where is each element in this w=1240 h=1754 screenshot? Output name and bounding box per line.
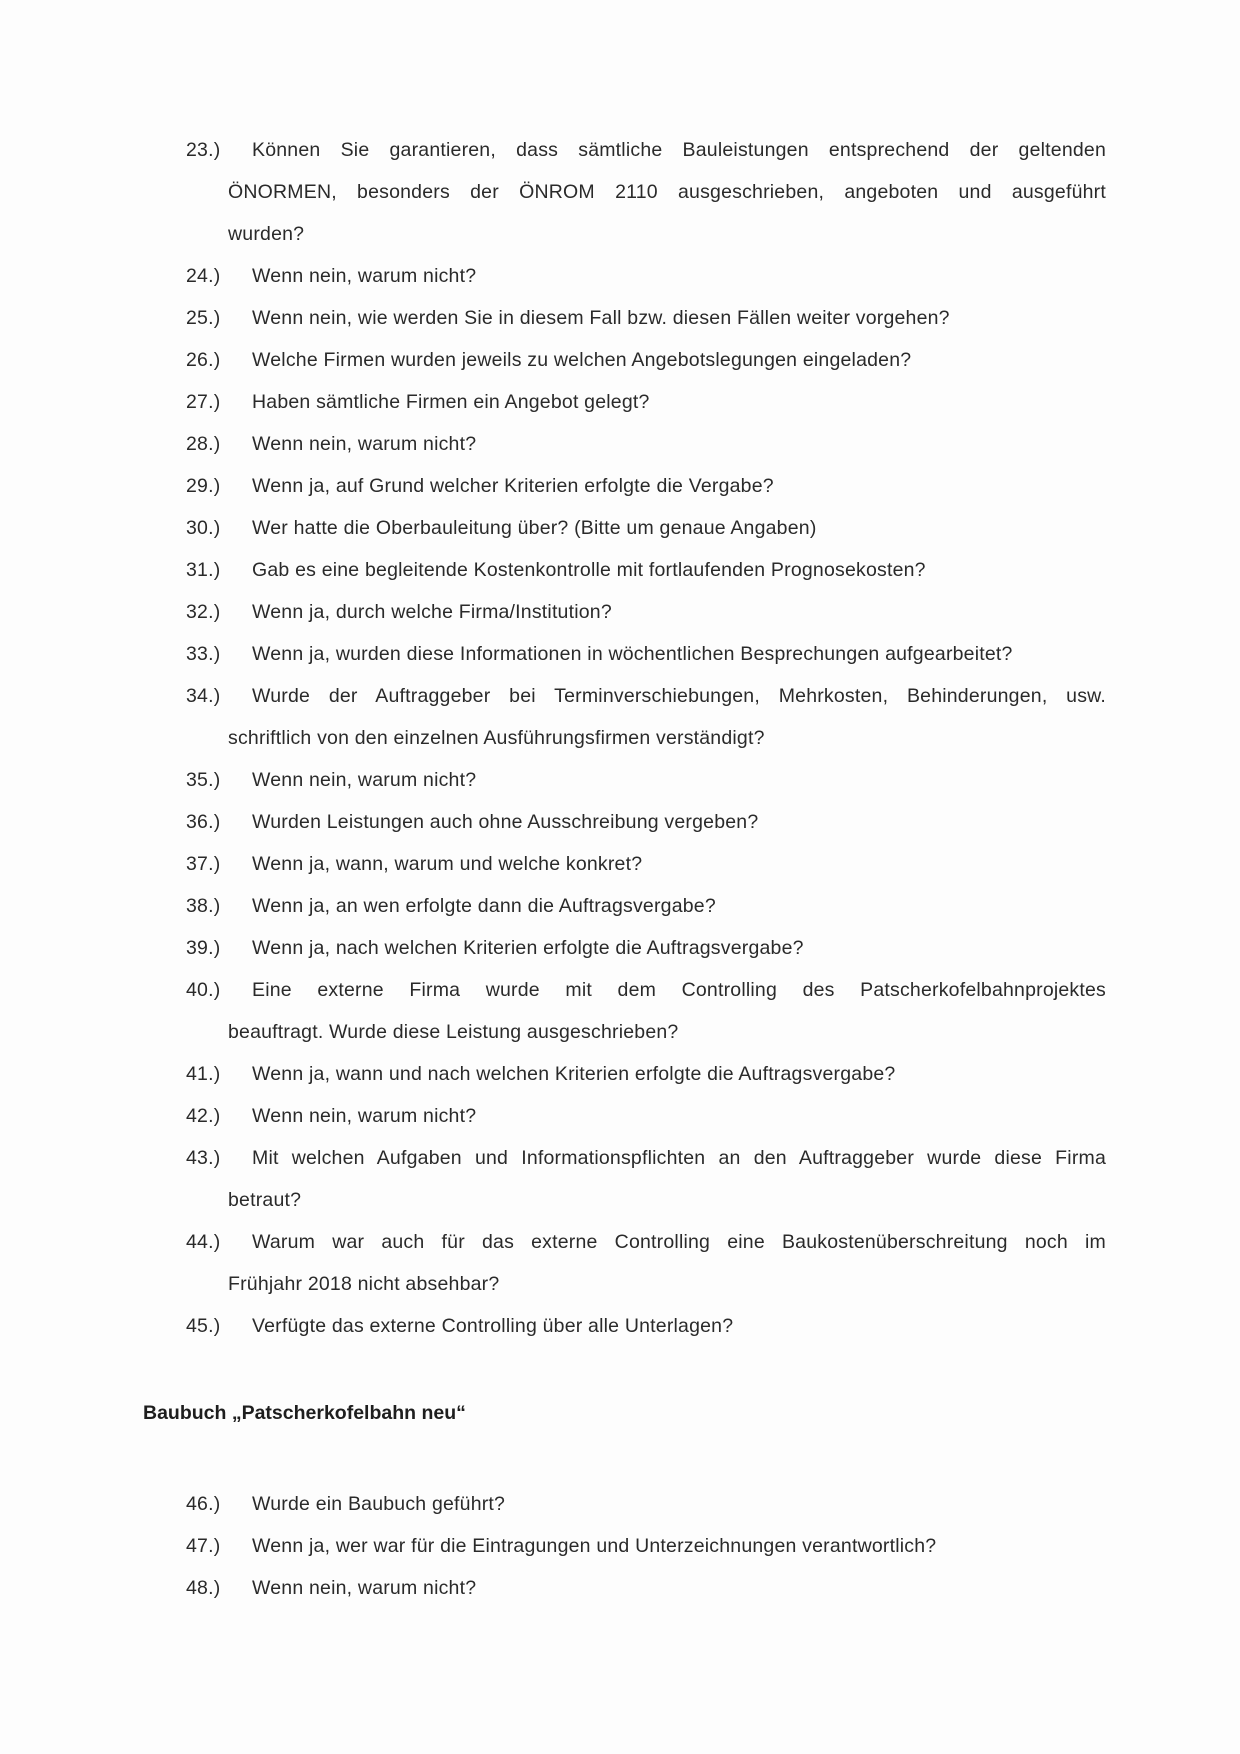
question-text: Wenn ja, durch welche Firma/Institution? bbox=[252, 601, 612, 623]
question-number: 29.) bbox=[186, 475, 221, 497]
question-45 bbox=[186, 1305, 1106, 1347]
question-text: Welche Firmen wurden jeweils zu welchen Angebotslegungen eingeladen? bbox=[252, 349, 912, 371]
question-33 bbox=[186, 633, 1106, 675]
question-23 bbox=[186, 129, 1106, 255]
question-27 bbox=[186, 381, 1106, 423]
question-text: Mit welchen Aufgaben und Informationspflichten an den Auftraggeber wurde diese Firma bbox=[252, 1147, 1106, 1169]
question-number: 44.) bbox=[186, 1231, 221, 1253]
question-text: Haben sämtliche Firmen ein Angebot gelegt? bbox=[252, 391, 650, 413]
question-number: 25.) bbox=[186, 307, 221, 329]
question-number: 40.) bbox=[186, 979, 221, 1001]
question-48 bbox=[186, 1567, 1106, 1609]
question-text: Wenn ja, wann und nach welchen Kriterien erfolgte die Auftragsvergabe? bbox=[252, 1063, 896, 1085]
question-number: 30.) bbox=[186, 517, 221, 539]
question-number: 27.) bbox=[186, 391, 221, 413]
question-number: 37.) bbox=[186, 853, 221, 875]
question-38 bbox=[186, 885, 1106, 927]
question-number: 48.) bbox=[186, 1577, 221, 1599]
question-number: 24.) bbox=[186, 265, 221, 287]
question-text: betraut? bbox=[228, 1189, 302, 1211]
question-number: 28.) bbox=[186, 433, 221, 455]
question-text: Wer hatte die Oberbauleitung über? (Bitte um genaue Angaben) bbox=[252, 517, 817, 539]
question-text: Können Sie garantieren, dass sämtliche Bauleistungen entsprechend der geltenden bbox=[252, 139, 1106, 161]
question-number: 35.) bbox=[186, 769, 221, 791]
question-text: Wenn nein, wie werden Sie in diesem Fall bzw. diesen Fällen weiter vorgehen? bbox=[252, 307, 950, 329]
question-text: Wenn ja, wann, warum und welche konkret? bbox=[252, 853, 643, 875]
question-37 bbox=[186, 843, 1106, 885]
question-number: 41.) bbox=[186, 1063, 221, 1085]
question-number: 26.) bbox=[186, 349, 221, 371]
question-46 bbox=[186, 1483, 1106, 1525]
question-number: 23.) bbox=[186, 139, 221, 161]
question-text: Wenn ja, wurden diese Informationen in wöchentlichen Besprechungen aufgearbeitet? bbox=[252, 643, 1013, 665]
question-number: 31.) bbox=[186, 559, 221, 581]
question-44 bbox=[186, 1221, 1106, 1305]
question-number: 33.) bbox=[186, 643, 221, 665]
question-text: wurden? bbox=[228, 223, 305, 245]
question-43 bbox=[186, 1137, 1106, 1221]
question-text: beauftragt. Wurde diese Leistung ausgeschrieben? bbox=[228, 1021, 679, 1043]
question-text: Wenn nein, warum nicht? bbox=[252, 433, 477, 455]
question-number: 47.) bbox=[186, 1535, 221, 1557]
question-32 bbox=[186, 591, 1106, 633]
question-39 bbox=[186, 927, 1106, 969]
question-text: Wenn nein, warum nicht? bbox=[252, 1105, 477, 1127]
question-47 bbox=[186, 1525, 1106, 1567]
question-number: 38.) bbox=[186, 895, 221, 917]
question-text: Wenn ja, auf Grund welcher Kriterien erfolgte die Vergabe? bbox=[252, 475, 774, 497]
question-text: Wenn ja, nach welchen Kriterien erfolgte die Auftragsvergabe? bbox=[252, 937, 804, 959]
question-text: Wenn nein, warum nicht? bbox=[252, 769, 477, 791]
question-text: Wenn ja, wer war für die Eintragungen und Unterzeichnungen verantwortlich? bbox=[252, 1535, 937, 1557]
question-26 bbox=[186, 339, 1106, 381]
question-number: 39.) bbox=[186, 937, 221, 959]
question-41 bbox=[186, 1053, 1106, 1095]
question-text: Wenn nein, warum nicht? bbox=[252, 265, 477, 287]
question-42 bbox=[186, 1095, 1106, 1137]
question-text: Wurde der Auftraggeber bei Terminverschiebungen, Mehrkosten, Behinderungen, usw. bbox=[252, 685, 1106, 707]
question-29 bbox=[186, 465, 1106, 507]
question-text: Wenn nein, warum nicht? bbox=[252, 1577, 477, 1599]
question-34 bbox=[186, 675, 1106, 759]
question-number: 46.) bbox=[186, 1493, 221, 1515]
question-36 bbox=[186, 801, 1106, 843]
question-number: 34.) bbox=[186, 685, 221, 707]
question-40 bbox=[186, 969, 1106, 1053]
question-number: 32.) bbox=[186, 601, 221, 623]
question-text: ÖNORMEN, besonders der ÖNROM 2110 ausgeschrieben, angeboten und ausgeführt bbox=[228, 181, 1106, 203]
question-30 bbox=[186, 507, 1106, 549]
question-31 bbox=[186, 549, 1106, 591]
question-25 bbox=[186, 297, 1106, 339]
question-text: Gab es eine begleitende Kostenkontrolle mit fortlaufenden Prognosekosten? bbox=[252, 559, 926, 581]
question-text: schriftlich von den einzelnen Ausführungsfirmen verständigt? bbox=[228, 727, 765, 749]
question-28 bbox=[186, 423, 1106, 465]
question-text: Frühjahr 2018 nicht absehbar? bbox=[228, 1273, 500, 1295]
question-text: Wurde ein Baubuch geführt? bbox=[252, 1493, 506, 1515]
question-text: Warum war auch für das externe Controlling eine Baukostenüberschreitung noch im bbox=[252, 1231, 1106, 1253]
question-text: Eine externe Firma wurde mit dem Controlling des Patscherkofelbahnprojektes bbox=[252, 979, 1106, 1001]
question-number: 42.) bbox=[186, 1105, 221, 1127]
question-35 bbox=[186, 759, 1106, 801]
question-number: 45.) bbox=[186, 1315, 221, 1337]
question-number: 43.) bbox=[186, 1147, 221, 1169]
question-24 bbox=[186, 255, 1106, 297]
section-heading: Baubuch „Patscherkofelbahn neu“ bbox=[143, 1402, 466, 1424]
question-text: Verfügte das externe Controlling über alle Unterlagen? bbox=[252, 1315, 734, 1337]
question-text: Wurden Leistungen auch ohne Ausschreibung vergeben? bbox=[252, 811, 759, 833]
question-number: 36.) bbox=[186, 811, 221, 833]
question-text: Wenn ja, an wen erfolgte dann die Auftragsvergabe? bbox=[252, 895, 716, 917]
